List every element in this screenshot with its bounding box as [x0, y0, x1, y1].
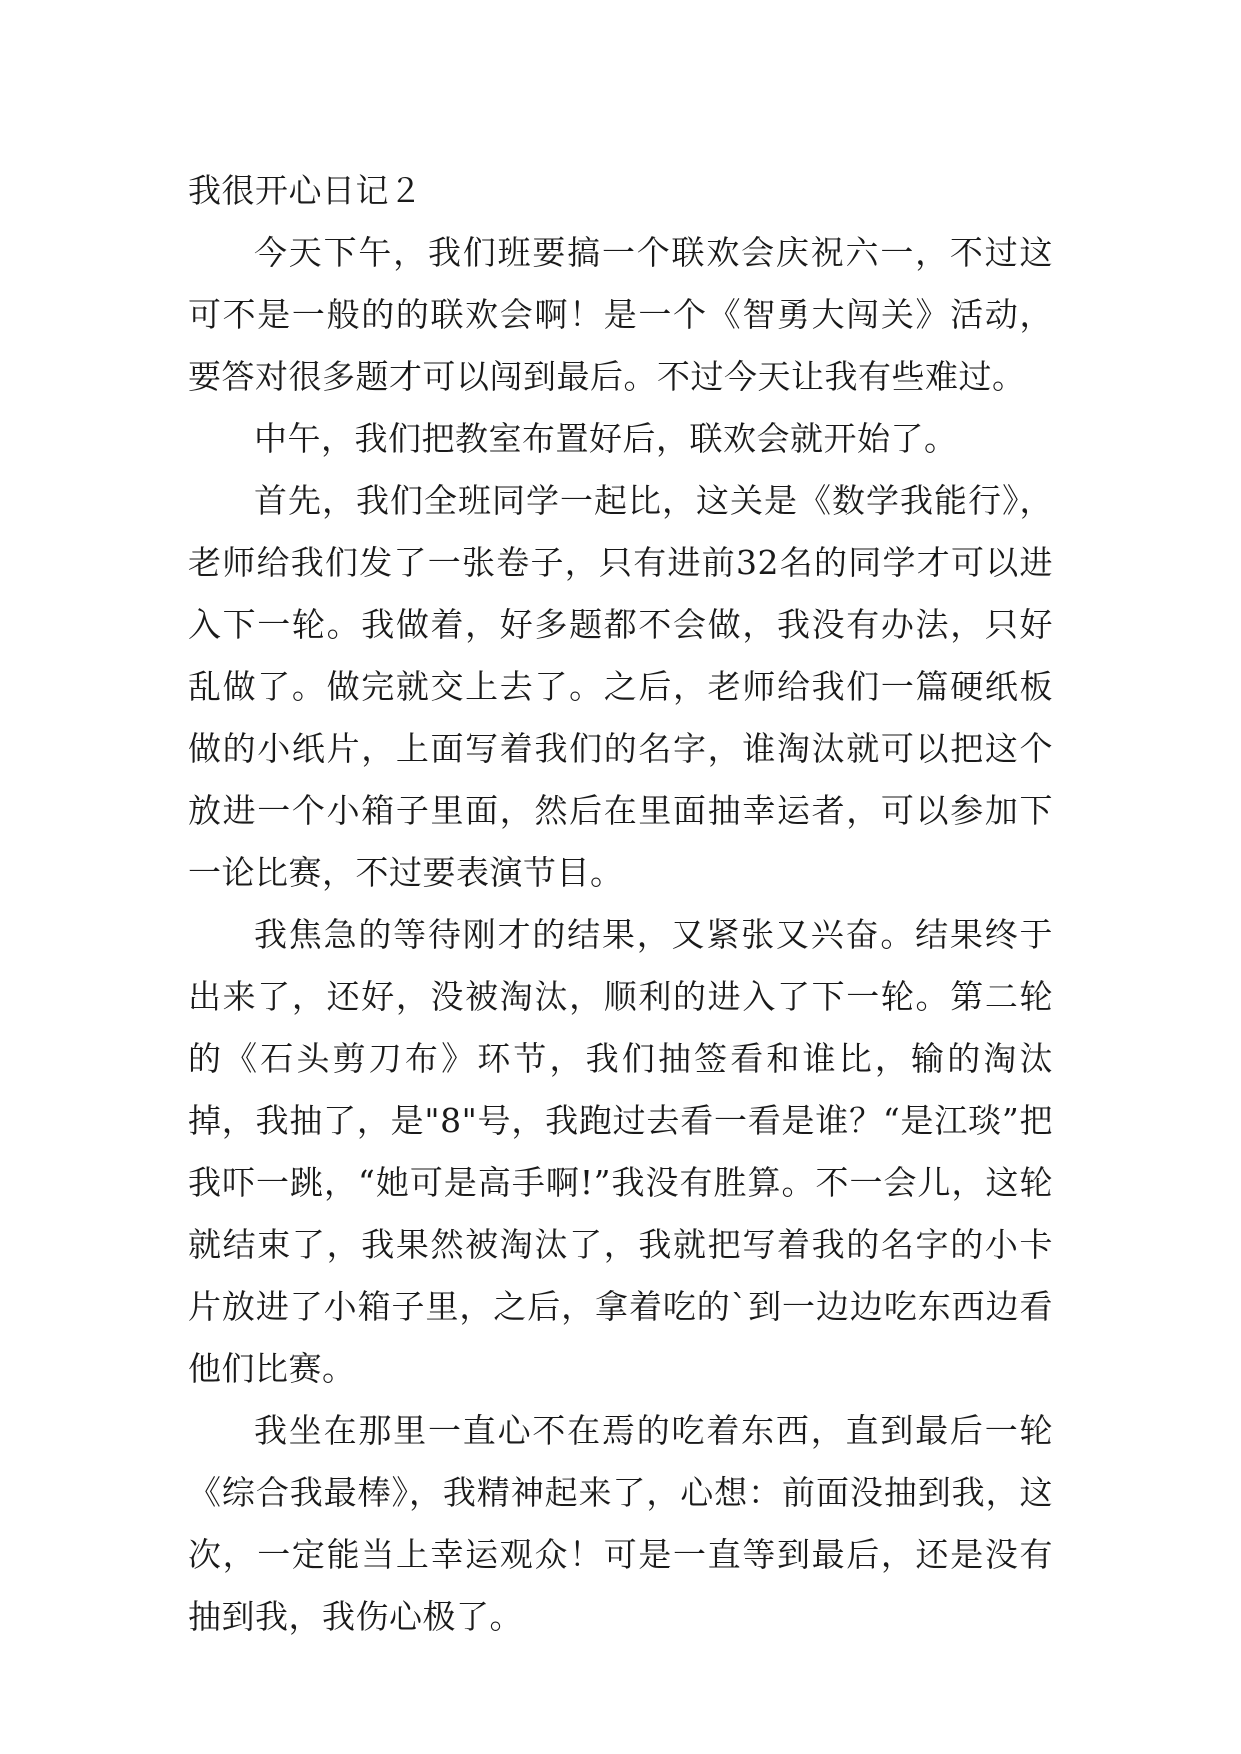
paragraph-5: 我坐在那里一直心不在焉的吃着东西，直到最后一轮《综合我最棒》，我精神起来了，心想：前面没抽到我，这次，一定能当上幸运观众！可是一直等到最后，还是没有抽到我，我伤心极了。	[188, 1411, 1053, 1636]
paragraph-4: 我焦急的等待刚才的结果，又紧张又兴奋。结果终于出来了，还好，没被淘汰，顺利的进入了下一轮。第二轮的《石头剪刀布》环节，我们抽签看和谁比，输的淘汰掉，我抽了，是"8"号，我跑过去看一看是谁？“是江琰”把我吓一跳，“她可是高手啊!”我没有胜算。不一会儿，这轮就结束了，我果然被淘汰了，我就把写着我的名字的小卡片放进了小箱子里，之后，拿着吃的`到一边边吃东西边看他们比赛。	[188, 915, 1053, 1388]
paragraph-1: 今天下午，我们班要搞一个联欢会庆祝六一，不过这可不是一般的的联欢会啊！是一个《智勇大闯关》活动，要答对很多题才可以闯到最后。不过今天让我有些难过。	[188, 233, 1053, 396]
paragraph-2: 中午，我们把教室布置好后，联欢会就开始了。	[254, 419, 958, 458]
paragraph-3: 首先，我们全班同学一起比，这关是《数学我能行》，老师给我们发了一张卷子，只有进前32名的同学才可以进入下一轮。我做着，好多题都不会做，我没有办法，只好乱做了。做完就交上去了。之后，老师给我们一篇硬纸板做的小纸片，上面写着我们的名字，谁淘汰就可以把这个放进一个小箱子里面，然后在里面抽幸运者，可以参加下一论比赛，不过要表演节目。	[188, 481, 1053, 892]
document-body	[188, 160, 1053, 1648]
document-title: 我很开心日记２	[188, 171, 423, 210]
